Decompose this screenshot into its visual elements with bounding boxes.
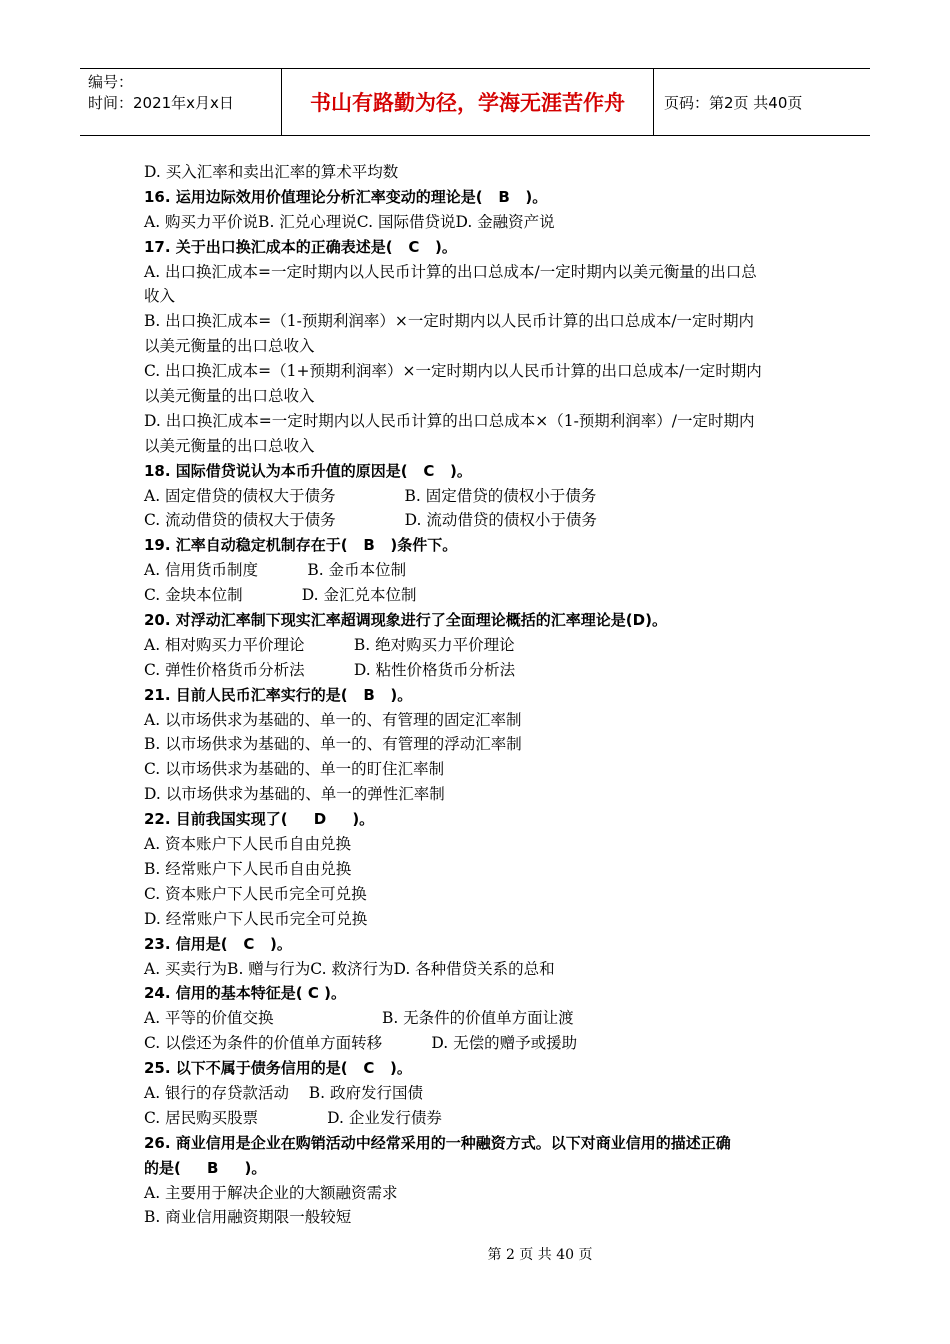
question-line: 25. 以下不属于债务信用的是( C )。 (144, 1059, 412, 1078)
question-line: 23. 信用是( C )。 (144, 934, 292, 953)
option-line: D. 出口换汇成本=一定时期内以人民币计算的出口总成本×（1-预期利润率）/一定时期内 (144, 411, 755, 430)
option-line: A. 固定借贷的债权大于债务 B. 固定借贷的债权小于债务 (144, 486, 597, 505)
option-line: B. 经常账户下人民币自由兑换 (144, 859, 352, 878)
option-line: A. 信用货币制度 B. 金币本位制 (144, 561, 407, 580)
page-footer: 第 2 页 共 40 页 (487, 1247, 593, 1263)
document-body (144, 160, 824, 1230)
question-line: 24. 信用的基本特征是( C )。 (144, 984, 346, 1003)
page-header (80, 68, 870, 136)
option-line: C. 弹性价格货币分析法 D. 粘性价格货币分析法 (144, 660, 516, 679)
code-label: 编号： (88, 73, 134, 91)
header-meta (80, 69, 282, 135)
option-line: 以美元衡量的出口总收入 (144, 337, 315, 356)
option-line: C. 居民购买股票 D. 企业发行债券 (144, 1108, 442, 1127)
option-line: B. 以市场供求为基础的、单一的、有管理的浮动汇率制 (144, 735, 522, 754)
option-line: 以美元衡量的出口总收入 (144, 387, 315, 406)
option-line: B. 出口换汇成本=（1-预期利润率）×一定时期内以人民币计算的出口总成本/一定时期内 (144, 312, 755, 331)
header-page-info: 页码：第2页 共40页 (664, 93, 803, 112)
question-line: 18. 国际借贷说认为本币升值的原因是( C )。 (144, 461, 472, 480)
option-line: C. 金块本位制 D. 金汇兑本位制 (144, 586, 417, 605)
header-motto: 书山有路勤为径，学海无涯苦作舟 (282, 69, 654, 135)
option-line: A. 银行的存贷款活动 B. 政府发行国债 (144, 1083, 424, 1102)
option-line: C. 以市场供求为基础的、单一的盯住汇率制 (144, 760, 445, 779)
option-line: A. 相对购买力平价理论 B. 绝对购买力平价理论 (144, 635, 515, 654)
option-line: A. 购买力平价说B. 汇兑心理说C. 国际借贷说D. 金融资产说 (144, 212, 555, 231)
option-line: C. 资本账户下人民币完全可兑换 (144, 884, 367, 903)
question-line: 21. 目前人民币汇率实行的是( B )。 (144, 685, 413, 704)
option-line: C. 流动借贷的债权大于债务 D. 流动借贷的债权小于债务 (144, 511, 597, 530)
question-line: 20. 对浮动汇率制下现实汇率超调现象进行了全面理论概括的汇率理论是(D)。 (144, 611, 667, 630)
option-line: A. 买卖行为B. 赠与行为C. 救济行为D. 各种借贷关系的总和 (144, 959, 555, 978)
option-line: D. 买入汇率和卖出汇率的算术平均数 (144, 163, 399, 181)
date-label: 时间：2021年x月x日 (88, 94, 234, 112)
option-line: D. 经常账户下人民币完全可兑换 (144, 909, 368, 928)
question-line: 17. 关于出口换汇成本的正确表述是( C )。 (144, 237, 457, 256)
option-line: 以美元衡量的出口总收入 (144, 436, 315, 455)
option-line: A. 以市场供求为基础的、单一的、有管理的固定汇率制 (144, 710, 522, 729)
option-line: A. 资本账户下人民币自由兑换 (144, 835, 352, 854)
option-line: D. 以市场供求为基础的、单一的弹性汇率制 (144, 785, 445, 804)
question-line: 的是( B )。 (144, 1158, 267, 1177)
question-line: 22. 目前我国实现了( D )。 (144, 810, 375, 829)
option-line: C. 出口换汇成本=（1+预期利润率）×一定时期内以人民币计算的出口总成本/一定时期内 (144, 362, 762, 381)
question-line: 26. 商业信用是企业在购销活动中经常采用的一种融资方式。以下对商业信用的描述正确 (144, 1133, 731, 1152)
option-line: A. 平等的价值交换 B. 无条件的价值单方面让渡 (144, 1009, 574, 1028)
option-line: A. 主要用于解决企业的大额融资需求 (144, 1183, 398, 1202)
option-line: 收入 (144, 287, 176, 306)
option-line: B. 商业信用融资期限一般较短 (144, 1208, 352, 1227)
question-line: 16. 运用边际效用价值理论分析汇率变动的理论是( B )。 (144, 187, 548, 206)
option-line: A. 出口换汇成本=一定时期内以人民币计算的出口总成本/一定时期内以美元衡量的出口总 (144, 262, 757, 281)
option-line: C. 以偿还为条件的价值单方面转移 D. 无偿的赠予或援助 (144, 1034, 578, 1053)
question-line: 19. 汇率自动稳定机制存在于( B )条件下。 (144, 536, 458, 555)
